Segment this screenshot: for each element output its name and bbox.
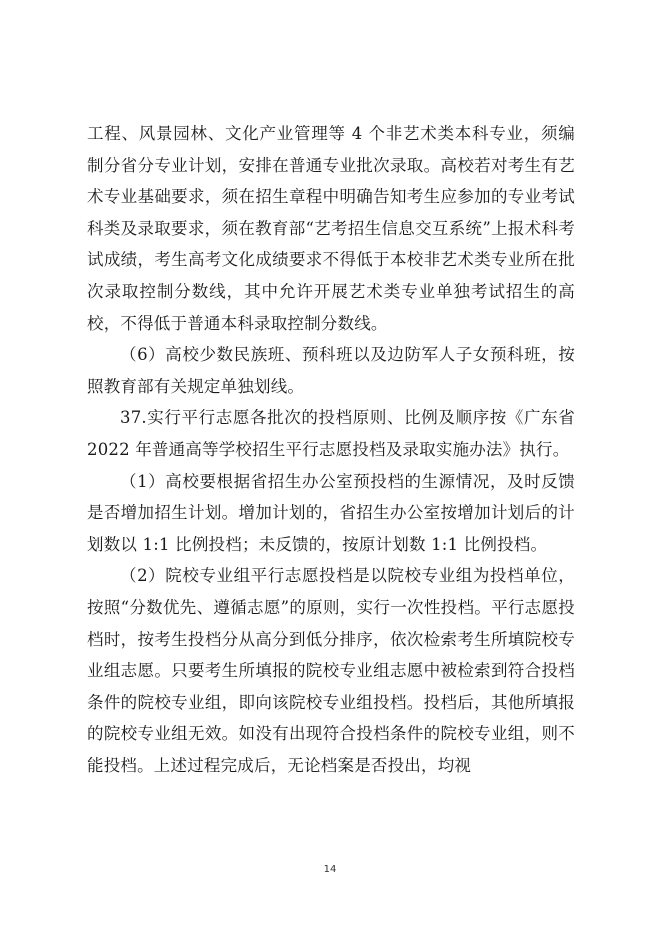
paragraph-continued: 工程、风景园林、文化产业管理等 4 个非艺术类本科专业，须编制分省分专业计划，安排在普通专业批次录取。高校若对考生有艺术专业基础要求，须在招生章程中明确告知考生应参加的专业考试科类及录取要求，须在教育部“艺考招生信息交互系统”上报术科考试成绩，考生高考文化成绩要求不得低于本校非艺术类专业所在批次录取控制分数线，其中允许开展艺术类专业单独考试招生的高校，不得低于普通本科录取控制分数线。: [87, 124, 575, 333]
paragraph-item-2: （2）院校专业组平行志愿投档是以院校专业组为投档单位，按照“分数优先、遵循志愿”的原则，实行一次性投档。平行志愿投档时，按考生投档分从高分到低分排序，依次检索考生所填院校专业组志愿。只要考生所填报的院校专业组志愿中被检索到符合投档条件的院校专业组，即向该院校专业组投档。投档后，其他所填报的院校专业组无效。如没有出现符合投档条件的院校专业组，则不能投档。上述过程完成后，无论档案是否投出，均视: [87, 566, 575, 775]
paragraph-item-6: （6）高校少数民族班、预科班以及边防军人子女预科班，按照教育部有关规定单独划线。: [87, 345, 575, 396]
paragraph-article-37: 37.实行平行志愿各批次的投档原则、比例及顺序按《广东省 2022 年普通高等学校招生平行志愿投档及录取实施办法》执行。: [87, 408, 575, 459]
page-number: 14: [323, 864, 337, 875]
paragraph-item-1: （1）高校要根据省招生办公室预投档的生源情况，及时反馈是否增加招生计划。增加计划的，省招生办公室按增加计划后的计划数以 1:1 比例投档；未反馈的，按原计划数 1:1 比例投档。: [87, 471, 575, 554]
body-text: [87, 118, 575, 781]
